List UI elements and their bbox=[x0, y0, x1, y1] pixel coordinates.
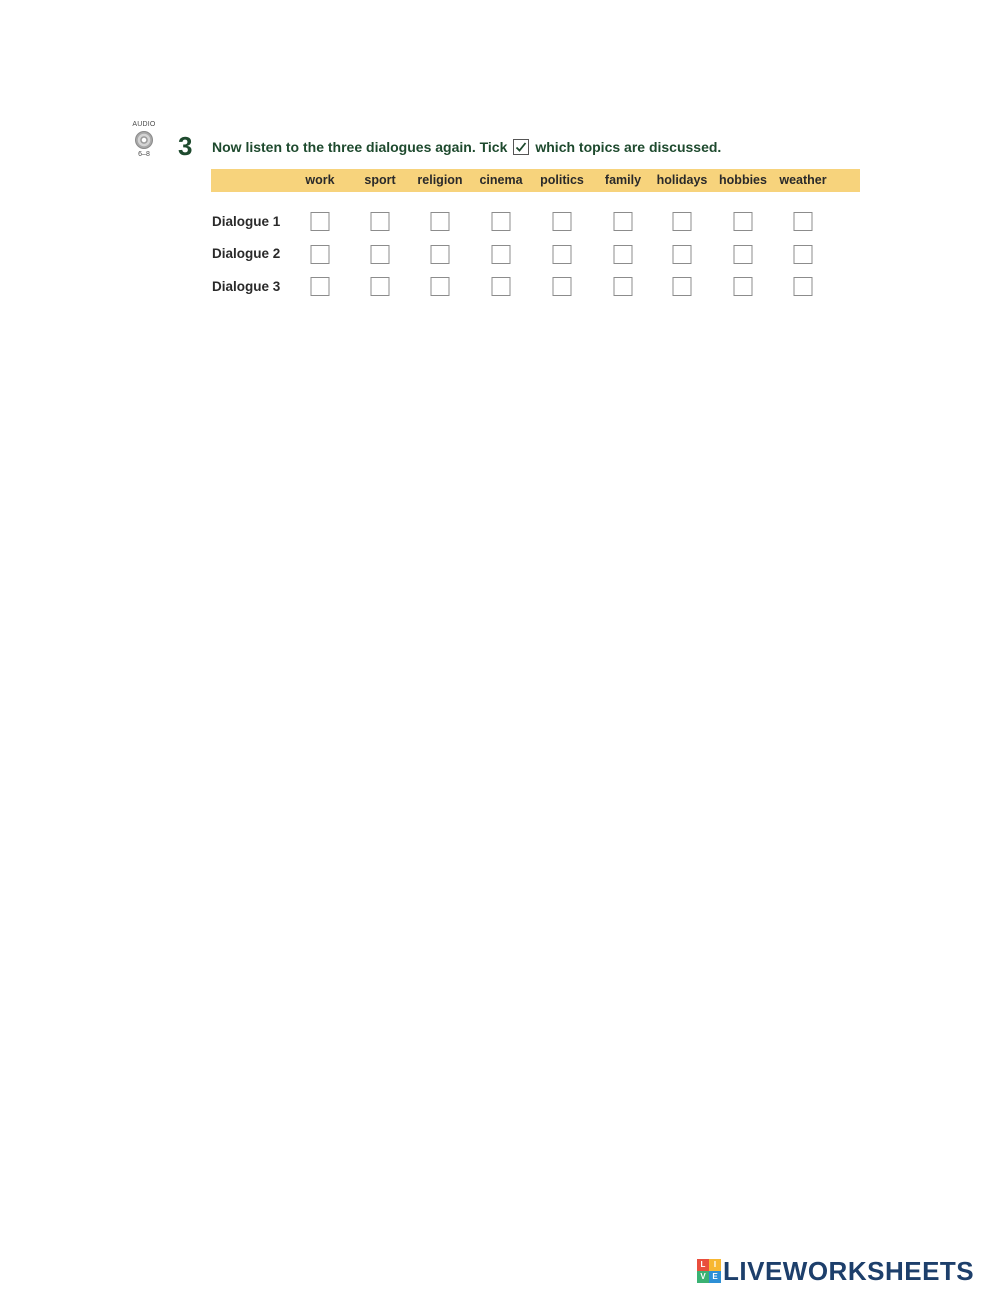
row-label-dialogue-2: Dialogue 2 bbox=[212, 246, 281, 261]
checkbox-dialogue-2-hobbies[interactable] bbox=[734, 245, 753, 264]
checkbox-dialogue-3-hobbies[interactable] bbox=[734, 277, 753, 296]
checkbox-dialogue-1-sport[interactable] bbox=[371, 212, 390, 231]
tick-sample-icon bbox=[513, 139, 529, 155]
column-header-weather: weather bbox=[779, 173, 827, 187]
column-header-politics: politics bbox=[540, 173, 584, 187]
checkbox-dialogue-3-work[interactable] bbox=[311, 277, 330, 296]
checkbox-dialogue-2-sport[interactable] bbox=[371, 245, 390, 264]
checkbox-dialogue-3-holidays[interactable] bbox=[673, 277, 692, 296]
checkbox-dialogue-1-religion[interactable] bbox=[431, 212, 450, 231]
column-header-family: family bbox=[604, 173, 642, 187]
checkbox-dialogue-2-family[interactable] bbox=[614, 245, 633, 264]
checkbox-dialogue-3-politics[interactable] bbox=[553, 277, 572, 296]
checkbox-dialogue-3-religion[interactable] bbox=[431, 277, 450, 296]
checkbox-dialogue-1-holidays[interactable] bbox=[673, 212, 692, 231]
column-header-work: work bbox=[305, 173, 335, 187]
column-header-cinema: cinema bbox=[479, 173, 523, 187]
checkbox-dialogue-1-hobbies[interactable] bbox=[734, 212, 753, 231]
checkbox-dialogue-2-religion[interactable] bbox=[431, 245, 450, 264]
cd-icon bbox=[135, 131, 153, 149]
row-label-dialogue-1: Dialogue 1 bbox=[212, 214, 281, 229]
liveworksheets-logo bbox=[697, 1257, 974, 1285]
audio-tracks: 6–8 bbox=[138, 151, 150, 158]
logo-text: LIVEWORKSHEETS bbox=[723, 1256, 975, 1286]
column-header-religion: religion bbox=[417, 173, 463, 187]
checkbox-dialogue-1-weather[interactable] bbox=[794, 212, 813, 231]
logo-mark-letter: V bbox=[697, 1271, 709, 1283]
checkbox-dialogue-2-work[interactable] bbox=[311, 245, 330, 264]
column-header-sport: sport bbox=[364, 173, 396, 187]
checkbox-dialogue-2-holidays[interactable] bbox=[673, 245, 692, 264]
checkbox-dialogue-3-family[interactable] bbox=[614, 277, 633, 296]
checkbox-dialogue-3-weather[interactable] bbox=[794, 277, 813, 296]
column-header-hobbies: hobbies bbox=[719, 173, 767, 187]
logo-mark-letter: E bbox=[709, 1271, 721, 1283]
checkbox-dialogue-1-politics[interactable] bbox=[553, 212, 572, 231]
checkbox-dialogue-3-cinema[interactable] bbox=[492, 277, 511, 296]
checkbox-dialogue-1-cinema[interactable] bbox=[492, 212, 511, 231]
logo-mark-letter: L bbox=[697, 1259, 709, 1271]
checkbox-dialogue-1-family[interactable] bbox=[614, 212, 633, 231]
exercise-number: 3 bbox=[178, 131, 193, 161]
checkbox-dialogue-2-cinema[interactable] bbox=[492, 245, 511, 264]
audio-label: AUDIO bbox=[132, 121, 156, 128]
column-header-holidays: holidays bbox=[656, 173, 708, 187]
instruction-text-before: Now listen to the three dialogues again. Tick bbox=[212, 139, 508, 155]
checkbox-dialogue-1-work[interactable] bbox=[311, 212, 330, 231]
logo-mark-letter: I bbox=[709, 1259, 721, 1271]
liveworksheets-logo-icon bbox=[697, 1259, 721, 1283]
audio-badge bbox=[128, 121, 160, 169]
instruction-text-after: which topics are discussed. bbox=[535, 139, 722, 155]
checkbox-dialogue-2-weather[interactable] bbox=[794, 245, 813, 264]
row-label-dialogue-3: Dialogue 3 bbox=[212, 279, 281, 294]
exercise-instruction bbox=[212, 137, 721, 157]
checkbox-dialogue-2-politics[interactable] bbox=[553, 245, 572, 264]
topics-header-band bbox=[211, 169, 860, 192]
checkbox-dialogue-3-sport[interactable] bbox=[371, 277, 390, 296]
